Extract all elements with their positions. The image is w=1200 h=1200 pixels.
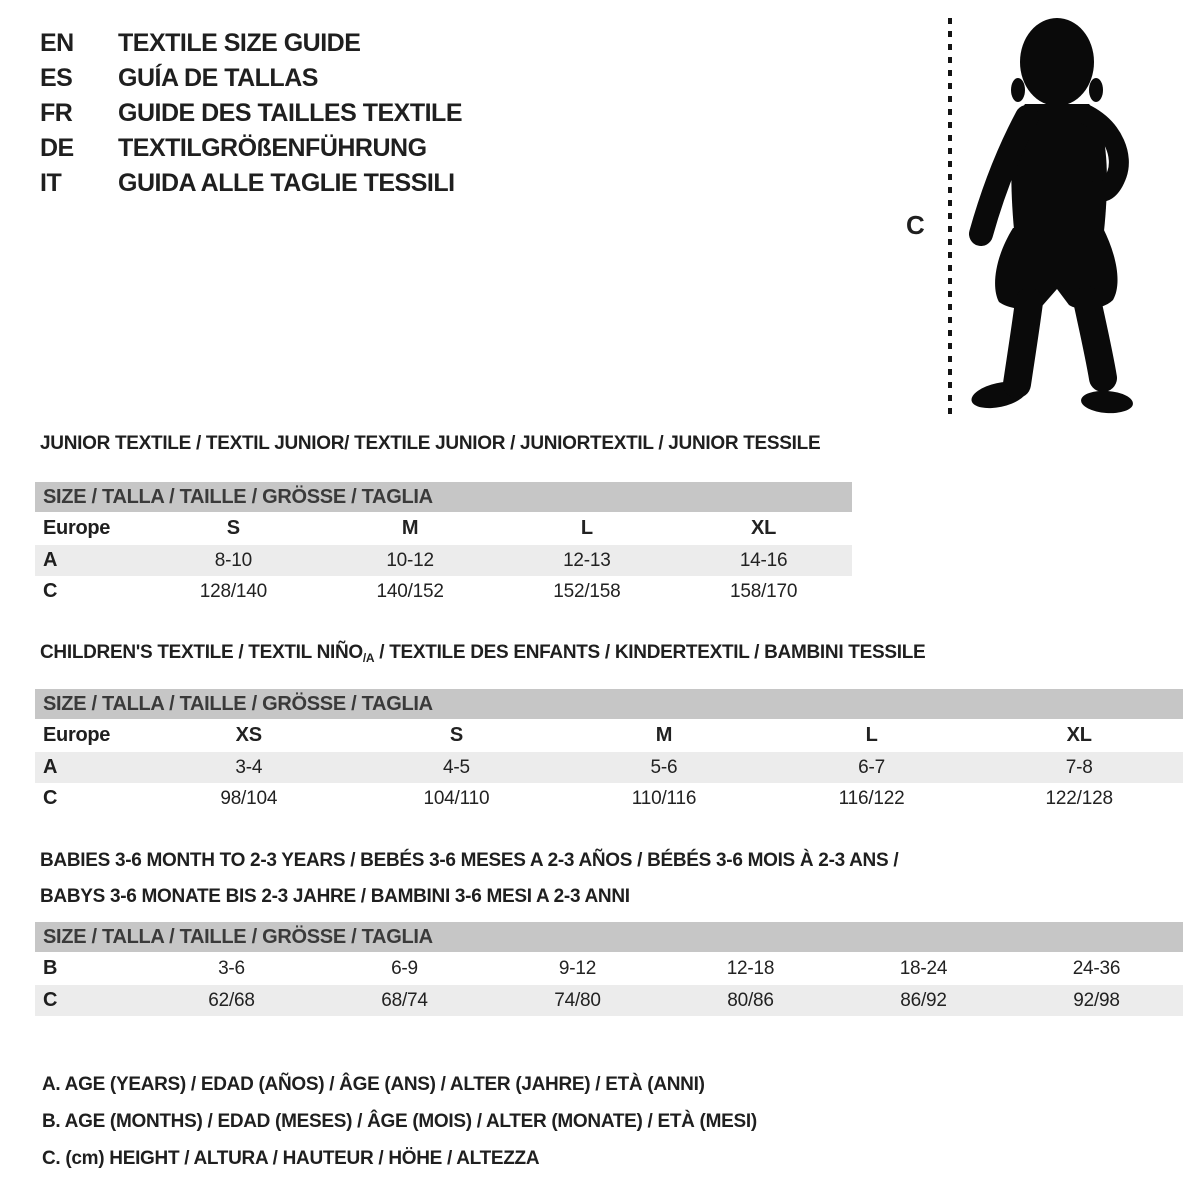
children-row-age [35, 752, 1183, 783]
row-label: C [43, 787, 58, 809]
lang-row-fr [40, 96, 462, 131]
measurement-legend [42, 1066, 757, 1177]
value-cell: 14-16 [739, 549, 788, 571]
children-size-table [35, 689, 1183, 814]
junior-section-heading: JUNIOR TEXTILE / TEXTIL JUNIOR/ TEXTILE JUNIOR / JUNIORTEXTIL / JUNIOR TESSILE [40, 433, 821, 454]
lang-label-es: GUÍA DE TALLAS [118, 64, 318, 92]
children-heading-post: / TEXTILE DES ENFANTS / KINDERTEXTIL / BAMBINI TESSILE [374, 642, 926, 663]
value-cell: 122/128 [1045, 787, 1113, 809]
value-cell: 74/80 [554, 989, 601, 1011]
value-cell: 104/110 [423, 787, 490, 809]
row-label: B [43, 957, 58, 979]
junior-row-age [35, 545, 852, 576]
size-cell: L [865, 724, 878, 746]
lang-label-en: TEXTILE SIZE GUIDE [118, 29, 361, 57]
babies-row-height [35, 985, 1183, 1016]
babies-size-table [35, 922, 1183, 1016]
size-cell: XL [751, 517, 777, 539]
legend-line-b: B. AGE (MONTHS) / EDAD (MESES) / ÂGE (MOIS) / ALTER (MONATE) / ETÀ (MESI) [42, 1110, 757, 1132]
legend-line-a: A. AGE (YEARS) / EDAD (AÑOS) / ÂGE (ANS) / ALTER (JAHRE) / ETÀ (ANNI) [42, 1073, 705, 1095]
value-cell: 152/158 [553, 580, 621, 602]
value-cell: 80/86 [727, 989, 774, 1011]
value-cell: 86/92 [900, 989, 947, 1011]
lang-label-de: TEXTILGRÖßENFÜHRUNG [118, 134, 427, 162]
row-label: Europe [43, 517, 111, 539]
size-cell: L [580, 517, 593, 539]
lang-row-en [40, 26, 462, 61]
value-cell: 3-4 [235, 756, 263, 778]
value-cell: 62/68 [208, 989, 255, 1011]
value-cell: 110/116 [631, 787, 697, 809]
value-cell: 18-24 [899, 957, 948, 979]
value-cell: 68/74 [381, 989, 428, 1011]
value-cell: 98/104 [220, 787, 278, 809]
babies-table-size-header: SIZE / TALLA / TAILLE / GRÖSSE / TAGLIA [35, 922, 1183, 952]
value-cell: 116/122 [838, 787, 905, 809]
row-label: C [43, 989, 58, 1011]
babies-heading-line1: BABIES 3-6 MONTH TO 2-3 YEARS / BEBÉS 3-6 MESES A 2-3 AÑOS / BÉBÉS 3-6 MOIS À 2-3 ANS / [40, 850, 899, 871]
value-cell: 7-8 [1065, 756, 1093, 778]
size-cell: XS [235, 724, 262, 746]
babies-heading-line2: BABYS 3-6 MONATE BIS 2-3 JAHRE / BAMBINI 3-6 MESI A 2-3 ANNI [40, 886, 630, 907]
size-cell: M [655, 724, 673, 746]
value-cell: 128/140 [199, 580, 268, 602]
lang-row-de [40, 131, 462, 166]
value-cell: 24-36 [1072, 957, 1121, 979]
toddler-silhouette-icon [965, 12, 1150, 422]
height-measure-label: C [906, 210, 925, 240]
value-cell: 12-13 [563, 549, 611, 571]
lang-code-fr: FR [40, 99, 73, 127]
value-cell: 4-5 [442, 756, 470, 778]
lang-label-fr: GUIDE DES TAILLES TEXTILE [118, 99, 463, 127]
children-table-size-header: SIZE / TALLA / TAILLE / GRÖSSE / TAGLIA [35, 689, 1183, 719]
lang-row-it [40, 166, 462, 201]
children-row-europe [35, 719, 1183, 752]
value-cell: 6-7 [858, 756, 886, 778]
babies-row-months [35, 952, 1183, 985]
size-cell: S [226, 517, 240, 539]
lang-code-de: DE [40, 134, 74, 162]
language-title-list [40, 26, 462, 201]
value-cell: 158/170 [729, 580, 798, 602]
value-cell: 10-12 [386, 549, 434, 571]
children-row-height [35, 783, 1183, 814]
babies-section-heading [40, 843, 898, 915]
value-cell: 92/98 [1073, 989, 1120, 1011]
value-cell: 5-6 [650, 756, 678, 778]
size-cell: XL [1066, 724, 1092, 746]
lang-code-it: IT [40, 169, 62, 197]
row-label: C [43, 580, 58, 602]
legend-line-c: C. (cm) HEIGHT / ALTURA / HAUTEUR / HÖHE / ALTEZZA [42, 1147, 540, 1169]
value-cell: 3-6 [218, 957, 245, 979]
junior-row-height [35, 576, 852, 607]
row-label: Europe [43, 724, 111, 746]
value-cell: 8-10 [214, 549, 252, 571]
junior-table-size-header: SIZE / TALLA / TAILLE / GRÖSSE / TAGLIA [35, 482, 852, 512]
children-heading-pre: CHILDREN'S TEXTILE / TEXTIL NIÑO [40, 642, 363, 663]
children-heading-subscript: /A [362, 651, 375, 665]
row-label: A [43, 756, 58, 778]
value-cell: 12-18 [726, 957, 775, 979]
row-label: A [43, 549, 58, 571]
height-dashed-line [948, 18, 952, 416]
junior-size-table [35, 482, 852, 607]
size-cell: M [401, 517, 419, 539]
value-cell: 6-9 [391, 957, 418, 979]
lang-label-it: GUIDA ALLE TAGLIE TESSILI [118, 169, 455, 197]
value-cell: 9-12 [558, 957, 597, 979]
lang-row-es [40, 61, 462, 96]
lang-code-es: ES [40, 64, 73, 92]
size-cell: S [449, 724, 463, 746]
junior-row-europe [35, 512, 852, 545]
value-cell: 140/152 [376, 580, 444, 602]
children-section-heading [40, 642, 925, 665]
lang-code-en: EN [40, 29, 74, 57]
